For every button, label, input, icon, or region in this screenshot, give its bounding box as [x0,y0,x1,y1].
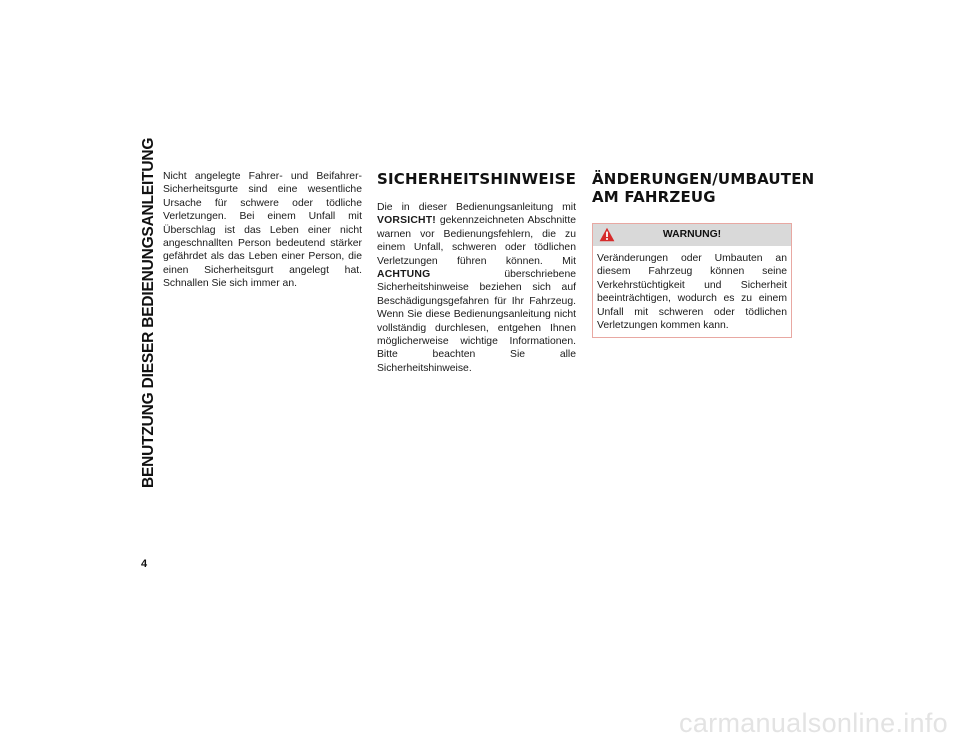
warning-triangle-icon [599,227,615,242]
safety-notes-heading: SICHERHEITSHINWEISE [377,170,577,188]
seatbelt-paragraph: Nicht angelegte Fahrer- und Beifahrer-Sicherheitsgurte sind eine wesentliche Ursache für schwere oder tödliche Verletzungen. Bei einem Unfall mit Überschlag ist das Leben einer nicht angeschnallten Person bedeutend stärker gefährdet als das Leben einer Person, die einen Sicherheitsgurt angelegt hat. Schnallen Sie sich immer an. [163,171,362,290]
page-number: 4 [141,558,148,570]
warning-label: WARNUNG! [662,229,722,240]
warning-text: Veränderungen oder Umbauten an diesem Fahrzeug können seine Verkehrstüchtigkeit und Sicherheit beeinträchtigen, wodurch es zu einem Unfall mit schweren oder tödlichen Verletzungen kommen kann. [597,253,787,332]
warning-box [592,223,792,338]
watermark-text: carmanualsonline.info [679,708,948,738]
column-seatbelt-text [163,170,362,291]
keyword-achtung: ACHTUNG [377,269,431,281]
column-modifications [592,170,815,338]
column-safety-notes [377,170,576,375]
safety-text-part-c: überschriebene Sicherheitshinweise beziehen sich auf Beschädigungsgefahren für Ihr Fahrzeug. Wenn Sie diese Bedienungsanleitung nicht vollständig durchlesen, entgehen Ihnen möglicherweise wichtige Informationen. Bitte beachten Sie alle Sicherheitshinweise. [377,269,576,374]
safety-notes-paragraph [377,201,576,375]
keyword-vorsicht: VORSICHT! [377,215,436,227]
safety-text-part-a: Die in dieser Bedienungsanleitung mit [377,202,576,213]
warning-header [593,224,791,246]
section-title-vertical: BENUTZUNG DIESER BEDIENUNGSANLEITUNG [140,137,157,488]
safety-text-part-b: gekennzeichneten Abschnitte warnen vor Bedienungsfehlern, die zu einem Unfall, schweren oder tödlichen Verletzungen führen können. Mit [377,215,576,267]
modifications-heading: ÄNDERUNGEN/UMBAUTEN AM FAHRZEUG [592,170,815,206]
